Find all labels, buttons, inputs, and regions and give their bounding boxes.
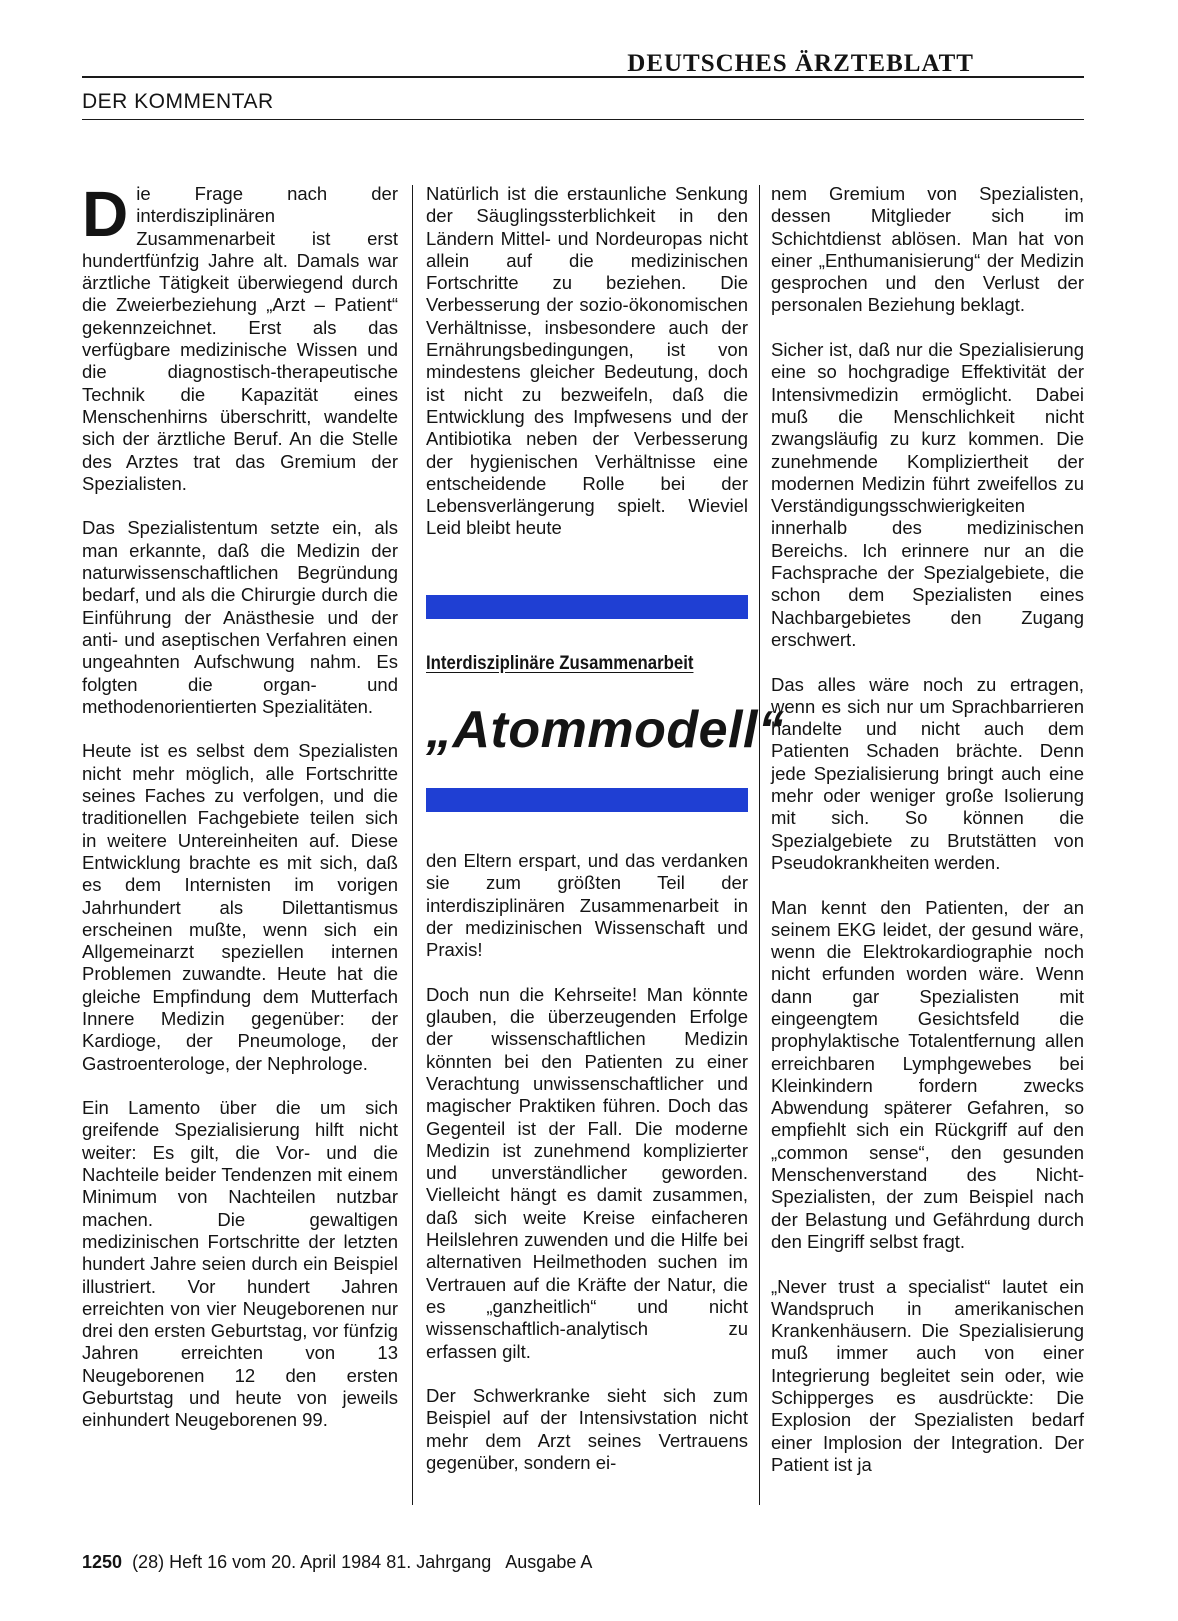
page-footer — [82, 1552, 592, 1573]
paragraph: Natürlich ist die erstaunliche Senkung der Säuglingssterblichkeit in den Ländern Mittel- und Nordeuropas nicht allein auf die medizinischen Fortschritte zu beziehen. Die Verbesserung der sozio-ökonomischen Verhältnisse, insbesondere auch der Ernährungsbedingungen, ist von mindestens gleicher Bedeutung, doch ist nicht zu bezweifeln, daß die Entwicklung des Impfwesens und der Antibiotika neben der Verbesserung der hygienischen Verhältnisse eine entscheidende Rolle bei der Lebensverlängerung spielt. Wieviel Leid bleibt heute — [426, 183, 748, 539]
article-column-2-bottom — [426, 850, 748, 1497]
paragraph: nem Gremium von Spezialisten, dessen Mitglieder sich im Schichtdienst ablösen. Man hat von einer „Enthumanisierung“ der Medizin gesprochen und den Verlust der personalen Beziehung beklagt. — [771, 183, 1084, 316]
paragraph: Die Frage nach der interdisziplinären Zusammenarbeit ist erst hundertfünfzig Jahre alt. Damals war ärztliche Tätigkeit überwiegend durch die Zweierbeziehung „Arzt – Patient“ gekennzeichnet. Erst als das verfügbare medizinische Wissen und die diagnostisch-therapeutische Technik die Kapazität eines Menschenhirns überschritt, wandelte sich der ärztliche Beruf. An die Stelle des Arztes trat das Gremium der Spezialisten. — [82, 178, 398, 494]
journal-title: DEUTSCHES ÄRZTEBLATT — [627, 50, 974, 77]
drop-cap: D — [82, 178, 129, 250]
paragraph: Doch nun die Kehrseite! Man könnte glauben, die überzeugenden Erfolge der wissenschaftlichen Medizin könnten bei den Patienten zu einer Verachtung unwissenschaftlicher und magischer Praktiken führen. Doch das Gegenteil ist der Fall. Die moderne Medizin ist zunehmend komplizierter und unverständlicher geworden. Vielleicht hängt es damit zusammen, daß sich weite Kreise einfacheren Heilslehren zuwenden und die Hilfe bei alternativen Heilmethoden suchen im Vertrauen auf die Kräfte der Natur, die es „ganzheitlich“ und nicht wissenschaftlich-analytisch zu erfassen gilt. — [426, 983, 748, 1362]
column-divider-1 — [412, 185, 413, 1505]
article-column-1 — [82, 178, 398, 1454]
paragraph: Ein Lamento über die um sich greifende Spezialisierung hilft nicht weiter: Es gilt, die Vor- und die Nachteile beider Tendenzen mit einem Minimum von Nachteilen nutzbar machen. Die gewaltigen medizinischen Fortschritte der letzten hundert Jahre seien durch ein Beispiel illustriert. Vor hundert Jahren erreichten von vier Neugeborenen nur drei den ersten Geburtstag, vor fünfzig Jahren erreichten von 13 Neugeborenen 12 den ersten Geburtstag und heute von jeweils einhundert Neugeborenen 99. — [82, 1097, 398, 1431]
paragraph: „Never trust a specialist“ lautet ein Wandspruch in amerikanischen Krankenhäusern. Die Spezialisierung muß immer auch von einer Integrierung begleitet sein oder, wie Schipperges es ausdrückte: Die Explosion der Spezialisten bedarf einer Implosion der Integration. Der Patient ist ja — [771, 1275, 1084, 1475]
column-divider-2 — [759, 185, 760, 1505]
issue-info: (28) Heft 16 vom 20. April 1984 81. Jahrgang Ausgabe A — [132, 1552, 593, 1572]
paragraph: Der Schwerkranke sieht sich zum Beispiel auf der Intensivstation nicht mehr dem Arzt seines Vertrauens gegenüber, sondern ei- — [426, 1385, 748, 1474]
paragraph: Das alles wäre noch zu ertragen, wenn es sich nur um Sprachbarrieren handelte und nicht auch dem Patienten Schaden brächte. Denn jede Spezialisierung bringt auch eine mehr oder weniger große Isolierung mit sich. So können die Spezialgebiete zu Brutstätten von Pseudokrankheiten werden. — [771, 673, 1084, 873]
paragraph: Sicher ist, daß nur die Spezialisierung eine so hochgradige Effektivität der Intensivmedizin ermöglicht. Dabei muß die Menschlichkeit nicht zwangsläufig zu kurz kommen. Die zunehmende Kompliziertheit der modernen Medizin führt zweifellos zu Verständigungsschwierigkeiten innerhalb des medizinischen Bereichs. Ich erinnere nur an die Fachsprache der Spezialgebiete, die schon dem Spezialisten eines Nachbargebietes den Zugang erschwert. — [771, 339, 1084, 650]
paragraph: Das Spezialistentum setzte ein, als man erkannte, daß die Medizin der naturwissenschaftlichen Begründung bedarf, und als die Chirurgie durch die Einführung der Anästhesie und der anti- und aseptischen Verfahren einen ungeahnten Aufschwung nahm. Es folgten die organ- und methodenorientierten Spezialitäten. — [82, 517, 398, 717]
section-divider — [82, 119, 1084, 120]
accent-bar-bottom — [426, 788, 748, 812]
article-kicker: Interdisziplinäre Zusammenarbeit — [426, 652, 694, 674]
article-column-2-top — [426, 183, 748, 562]
article-headline: „Atommodell“ — [426, 701, 785, 759]
article-column-3 — [771, 183, 1084, 1499]
accent-bar-top — [426, 595, 748, 619]
paragraph: Heute ist es selbst dem Spezialisten nicht mehr möglich, alle Fortschritte seines Faches zu verfolgen, und die traditionellen Fachgebiete teilen sich in weitere Untereinheiten auf. Diese Entwicklung brachte es mit sich, daß es dem Internisten im vorigen Jahrhundert als Dilettantismus erscheinen mußte, wenn sich ein Allgemeinarzt speziellen internen Problemen zuwandte. Heute hat die gleiche Empfindung dem Mutterfach Innere Medizin gegenüber: der Kardioge, der Pneumologe, der Gastroenterologe, der Nephrologe. — [82, 740, 398, 1074]
paragraph: den Eltern erspart, und das verdanken sie zum größten Teil der interdisziplinären Zusammenarbeit in der medizinischen Wissenschaft und Praxis! — [426, 850, 748, 961]
paragraph: Man kennt den Patienten, der an seinem EKG leidet, der gesund wäre, wenn die Elektrokardiographie noch nicht erfunden worden wäre. Wenn dann gar Spezialisten mit eingeengtem Gesichtsfeld die prophylaktische Totalentfernung allen erreichbaren Lymphgewebes bei Kleinkindern fordern zwecks Abwendung späterer Gefahren, so empfiehlt sich ein Rückgriff auf den „common sense“, den gesunden Menschenverstand des Nicht-Spezialisten, der zum Beispiel nach der Belastung und Gefährdung durch den Eingriff selbst fragt. — [771, 896, 1084, 1252]
page-number: 1250 — [82, 1552, 123, 1572]
section-label: DER KOMMENTAR — [82, 90, 274, 113]
masthead — [82, 44, 1084, 78]
